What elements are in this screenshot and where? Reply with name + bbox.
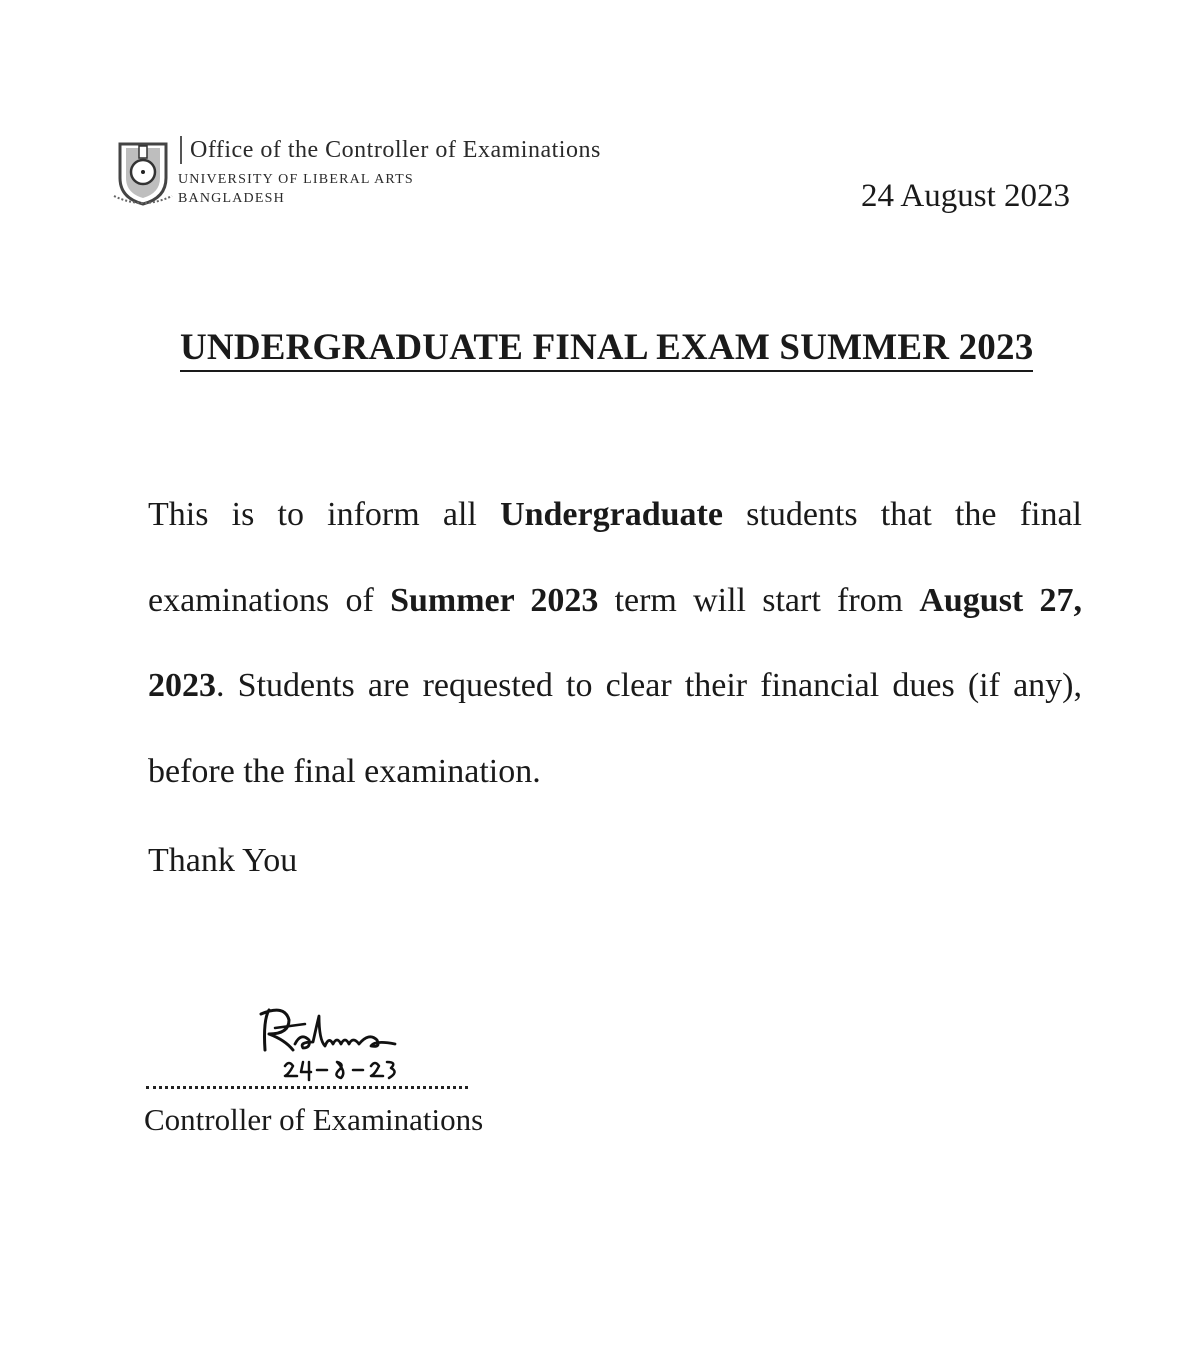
university-name: UNIVERSITY OF LIBERAL ARTS bbox=[178, 172, 414, 187]
body-text-4: . Students are requested to clear their financial dues (if any), before the final examination. bbox=[148, 667, 1082, 790]
notice-body bbox=[148, 472, 1082, 814]
letterhead bbox=[112, 136, 672, 216]
notice-heading: UNDERGRADUATE FINAL EXAM SUMMER 2023 bbox=[180, 326, 1033, 372]
body-text-3: term will start from bbox=[598, 581, 920, 619]
signature-line bbox=[146, 1086, 468, 1089]
handwritten-signature bbox=[255, 1000, 425, 1086]
body-bold-audience: Undergraduate bbox=[500, 496, 723, 533]
office-title: Office of the Controller of Examinations bbox=[180, 136, 601, 164]
body-text-2: students that the final examinations of bbox=[148, 496, 1082, 619]
notice-date: 24 August 2023 bbox=[860, 178, 1070, 214]
body-text-1: This is to inform all bbox=[148, 496, 501, 533]
university-country: BANGLADESH bbox=[178, 191, 285, 206]
signer-title: Controller of Examinations bbox=[144, 1102, 484, 1137]
body-bold-start-date: August 27, 2023 bbox=[148, 581, 1082, 704]
university-seal-icon bbox=[112, 138, 174, 208]
closing-text: Thank You bbox=[148, 842, 298, 879]
body-bold-term: Summer 2023 bbox=[390, 581, 599, 619]
